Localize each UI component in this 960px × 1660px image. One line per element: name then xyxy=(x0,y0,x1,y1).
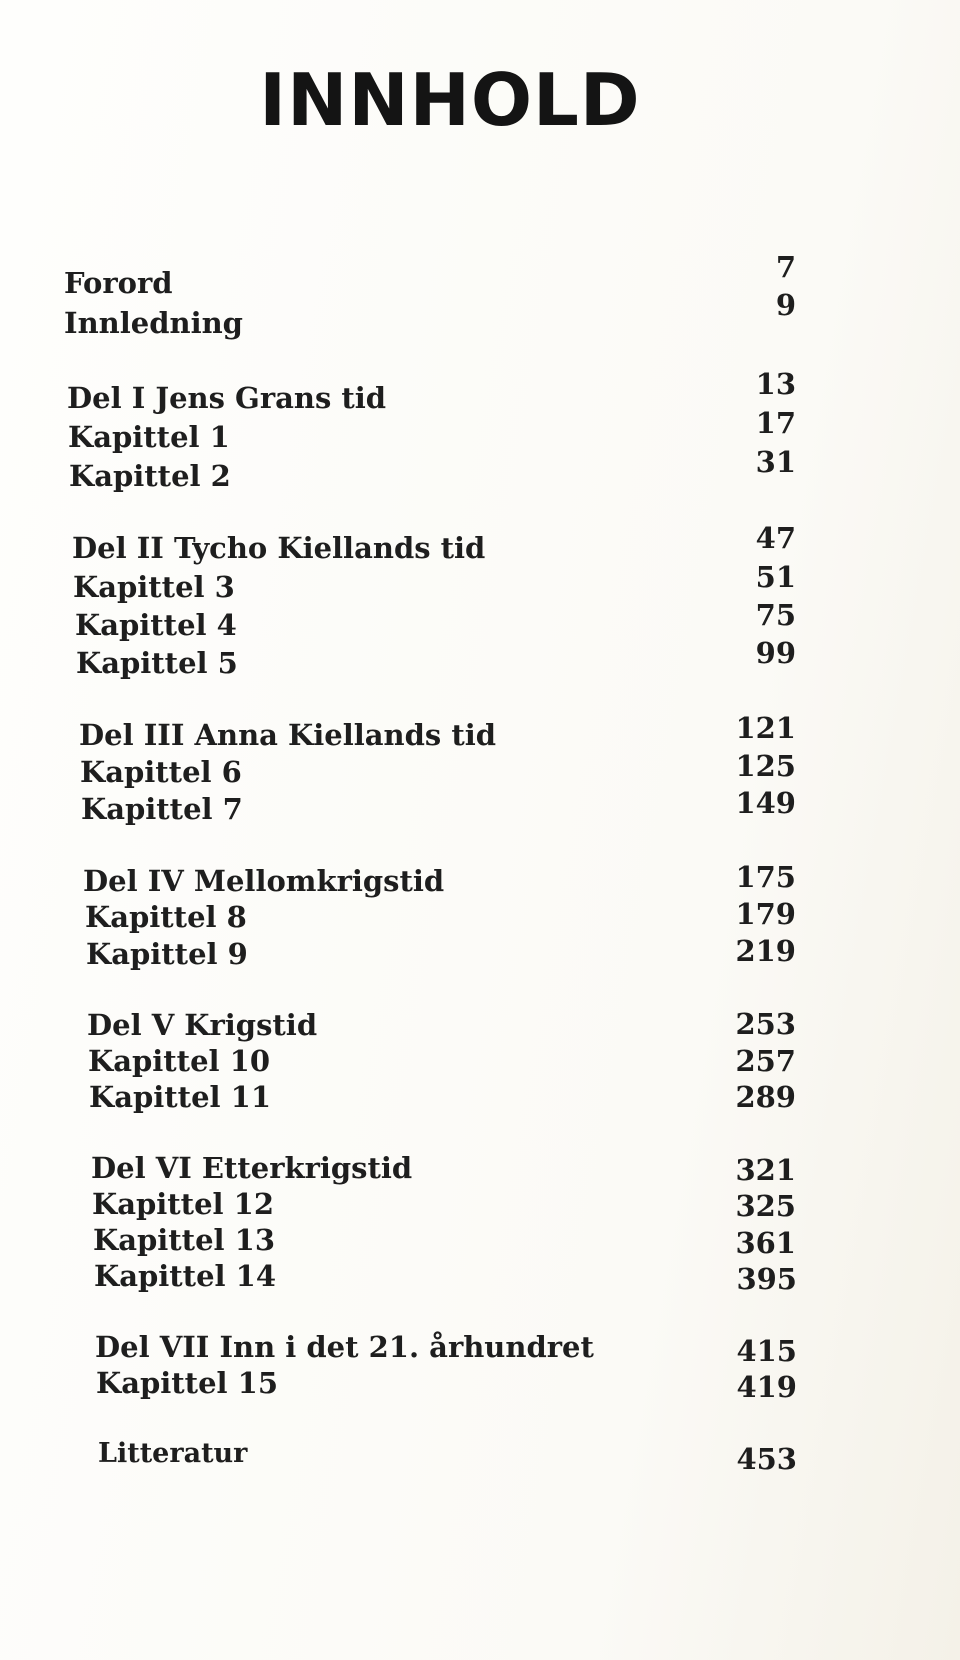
toc-page-kapittel-13: 361 xyxy=(735,1226,796,1260)
toc-page-kapittel-2: 31 xyxy=(755,445,796,479)
toc-page-innledning: 9 xyxy=(775,288,796,322)
toc-page-del-2: 47 xyxy=(755,521,796,555)
toc-entry-del-3: Del III Anna Kiellands tid xyxy=(79,718,497,752)
toc-entry-kapittel-14: Kapittel 14 xyxy=(94,1259,277,1293)
toc-entry-kapittel-11: Kapittel 11 xyxy=(89,1080,272,1114)
toc-page-del-6: 321 xyxy=(735,1153,796,1187)
toc-entry-del-4: Del IV Mellomkrigstid xyxy=(83,864,445,898)
page-title: INNHOLD xyxy=(259,58,641,142)
toc-page-kapittel-5: 99 xyxy=(755,636,796,670)
toc-entry-kapittel-13: Kapittel 13 xyxy=(93,1223,276,1257)
toc-page-kapittel-14: 395 xyxy=(736,1262,797,1296)
toc-page-forord: 7 xyxy=(775,250,796,284)
toc-entry-kapittel-7: Kapittel 7 xyxy=(81,792,243,826)
toc-page-del-3: 121 xyxy=(735,711,796,745)
toc-entry-kapittel-5: Kapittel 5 xyxy=(76,646,238,680)
toc-page-kapittel-12: 325 xyxy=(735,1189,796,1223)
toc-page-kapittel-1: 17 xyxy=(755,406,796,440)
toc-entry-kapittel-15: Kapittel 15 xyxy=(96,1366,279,1400)
toc-entry-del-1: Del I Jens Grans tid xyxy=(67,381,387,415)
toc-entry-kapittel-8: Kapittel 8 xyxy=(85,900,247,934)
toc-entry-kapittel-1: Kapittel 1 xyxy=(68,420,230,454)
toc-entry-del-6: Del VI Etterkrigstid xyxy=(91,1151,413,1185)
toc-entry-kapittel-9: Kapittel 9 xyxy=(86,937,248,971)
toc-page-del-7: 415 xyxy=(736,1334,797,1368)
toc-page-del-4: 175 xyxy=(735,860,796,894)
toc-entry-kapittel-2: Kapittel 2 xyxy=(69,459,231,493)
toc-entry-litteratur: Litteratur xyxy=(98,1438,248,1469)
toc-page-kapittel-11: 289 xyxy=(735,1080,796,1114)
toc-page-litteratur: 453 xyxy=(736,1442,797,1476)
toc-entry-kapittel-4: Kapittel 4 xyxy=(75,608,237,642)
toc-page-kapittel-7: 149 xyxy=(735,786,796,820)
toc-page-kapittel-8: 179 xyxy=(735,897,796,931)
toc-entry-del-2: Del II Tycho Kiellands tid xyxy=(72,531,486,565)
toc-page-del-5: 253 xyxy=(735,1007,796,1041)
toc-page-kapittel-3: 51 xyxy=(755,560,796,594)
toc-page-kapittel-4: 75 xyxy=(755,598,796,632)
toc-entry-innledning: Innledning xyxy=(64,306,243,340)
toc-entry-kapittel-10: Kapittel 10 xyxy=(88,1044,271,1078)
toc-entry-kapittel-12: Kapittel 12 xyxy=(92,1187,275,1221)
toc-page-kapittel-10: 257 xyxy=(735,1044,796,1078)
toc-entry-kapittel-6: Kapittel 6 xyxy=(80,755,242,789)
toc-entry-del-7: Del VII Inn i det 21. århundret xyxy=(95,1330,594,1364)
toc-page-del-1: 13 xyxy=(755,367,796,401)
toc-entry-forord: Forord xyxy=(64,266,173,300)
toc-page-kapittel-6: 125 xyxy=(735,749,796,783)
toc-page-kapittel-9: 219 xyxy=(735,934,796,968)
toc-entry-del-5: Del V Krigstid xyxy=(87,1008,318,1042)
toc-entry-kapittel-3: Kapittel 3 xyxy=(73,570,235,604)
toc-page-kapittel-15: 419 xyxy=(736,1370,797,1404)
